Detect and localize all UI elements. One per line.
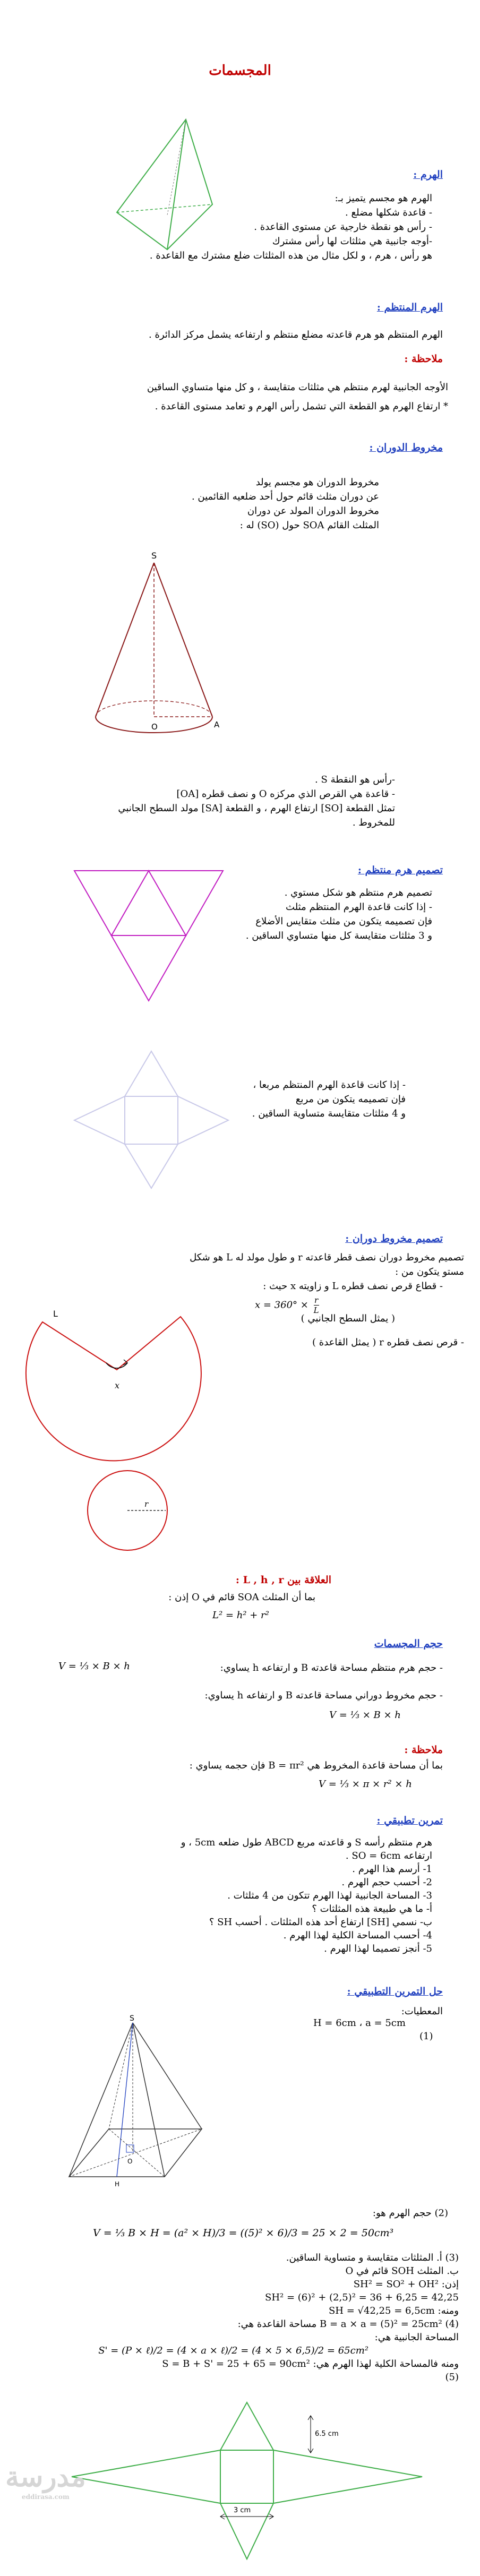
cone-net-figure <box>21 1285 234 1556</box>
regular-pyramid-note <box>23 378 448 416</box>
design-square-text <box>183 1078 406 1121</box>
exercise-line: هرم منتظم رأسه S و قاعدته مربع ABCD طول ضلعه 5cm ، و <box>181 1837 432 1848</box>
design-cone-line: مستو يتكون من : <box>395 1266 464 1277</box>
relation-text <box>92 1590 315 1604</box>
cone-center-label: O <box>151 722 158 732</box>
watermark-logo <box>5 2461 86 2501</box>
exercise-line: 2- أحسب حجم الهرم . <box>341 1877 432 1888</box>
regular-pyramid-text <box>29 328 443 342</box>
watermark-subtext: eddirasa.com <box>21 2493 70 2501</box>
step-line: S' = (P × ℓ)/2 = (4 × a × ℓ)/2 = (4 × 5 × 6,5)/2 = 65cm² <box>98 2345 368 2356</box>
design-cone-line: - قطاع قرص نصف قطره L و زاويته x حيث : <box>263 1281 443 1292</box>
given-label: المعطيات: <box>401 2006 443 2017</box>
pyramid-center-label: O <box>127 2158 133 2165</box>
exercise-text <box>156 1836 432 1955</box>
design-pyramid-heading: تصميم هرم منتظم : <box>357 864 443 876</box>
solution-heading: حل التمرين التطبيقي : <box>347 1986 443 1997</box>
design-line: تصميم هرم منتظم هو شكل مستوي . <box>284 887 432 898</box>
cone-line: مخروط الدوران المولد عن دوران <box>247 505 379 517</box>
cone-line: المثلث القائم SOA حول (SO) له : <box>239 520 379 531</box>
design-cone-line: ( يمثل السطح الجانبي ) <box>301 1313 395 1324</box>
note-line: * ارتفاع الهرم هو القطعة التي تشمل رأس الهرم و تعامد مستوى القاعدة . <box>155 401 448 412</box>
note-line: الأوجه الجانبية لهرم منتظم هي مثلثات متقايسة ، و كل منها متساوي الساقين <box>147 382 448 393</box>
cone-line: عن دوران مثلث قائم حول أحد ضلعيه القائمين . <box>191 491 379 502</box>
design-line: - إذا كانت قاعدة الهرم المنتظم مثلث <box>286 901 432 913</box>
cone-figure <box>77 552 236 749</box>
exercise-line: 3- المساحة الجانبية لهذا الهرم تتكون من 4 مثلثات . <box>227 1890 432 1901</box>
relation-heading: العلاقة بين L , h , r : <box>235 1574 331 1586</box>
formula-den: L <box>313 1306 319 1315</box>
step-line: إذن: SH² = SO² + OH² <box>353 2279 459 2290</box>
cone-apex-label: S <box>151 551 157 561</box>
cone-prop: -رأس هو النقطة S . <box>315 774 395 785</box>
volume-calc: V = ⅓ B × H = (a² × H)/3 = ((5)² × 6)/3 = 25 × 2 = 50cm³ <box>93 2227 394 2239</box>
label-x: x <box>115 1380 120 1390</box>
square-pyramid-net-figure <box>69 2400 430 2570</box>
step-line: ب. المثلث SOH قائم في O <box>345 2265 459 2277</box>
volume-cone-pi-formula: V = ⅓ × π × r² × h <box>319 1779 412 1790</box>
step-line: SH² = (6)² + (2,5)² = 36 + 6,25 = 42,25 <box>265 2292 459 2303</box>
item2-line: (2) حجم الهرم هو: <box>372 2208 448 2219</box>
formula-lhs: x = 360° × <box>255 1299 308 1311</box>
label-L: L <box>53 1309 58 1319</box>
solution-item-2 <box>236 2206 448 2220</box>
cone-text <box>50 475 379 533</box>
label-r: r <box>144 1499 149 1509</box>
volumes-note <box>135 1758 443 1773</box>
cone-prop: للمخروط . <box>352 817 395 828</box>
volume-cone-line: - حجم مخروط دوراني مساحة قاعدته B و ارتفاعه h يساوي: <box>204 1690 443 1701</box>
formula-num: r <box>314 1295 319 1305</box>
design-square-line: و 4 مثلثات متقايسة متساوية الساقين . <box>252 1108 406 1119</box>
pyramid-line: - رأس هو نقطة خارجية عن مستوى القاعدة . <box>254 221 432 233</box>
exercise-line: ارتفاعه SO = 6cm . <box>345 1850 432 1861</box>
design-line: فإن تصميمه يتكون من مثلث متقايس الأضلاع <box>255 916 432 927</box>
exercise-heading: تمرين تطبيقي : <box>376 1815 443 1826</box>
step-line: ومنه فالمساحة الكلية لهذا الهرم هي: S = B + S' = 25 + 65 = 90cm² <box>162 2358 459 2369</box>
pyramid-apex-label: S <box>130 2014 134 2023</box>
solution-steps <box>87 2251 459 2384</box>
design-cone-text-3 <box>241 1335 464 1350</box>
exercise-line: ب- نسمي [SH] ارتفاع أحد هذه المثلثات . أحسب SH ؟ <box>209 1917 432 1928</box>
pyramid-heading: الهرم : <box>413 169 443 181</box>
step-line: (5) <box>445 2372 459 2383</box>
design-cone-line: تصميم مخروط دوران نصف قطر قاعدته r و طول مولد له L هو شكل <box>190 1252 464 1263</box>
volume-note-line: بما أن مساحة قاعدة المخروط هي B = πr² فإن حجمه يساوي : <box>189 1760 443 1771</box>
pyramid-line: الهرم هو مجسم يتميز بـ: <box>335 193 432 204</box>
solution-item-1: (1) <box>419 2031 433 2042</box>
page-title: المجسمات <box>209 63 271 79</box>
volumes-note-heading: ملاحظة : <box>404 1744 443 1756</box>
pyramid-line: هو رأس ، هرم ، و لكل مثال من هذه المثلثات ضلع مشترك مع القاعدة . <box>149 250 432 261</box>
cone-prop: - قاعدة هي القرص الذي مركزه O و نصف قطره [OA] <box>176 788 395 800</box>
exercise-line: 1- أرسم هذا الهرم . <box>352 1864 432 1875</box>
volume-pyramid-formula: V = ⅓ × B × h <box>58 1661 130 1672</box>
watermark-text: مدرسة <box>5 2461 86 2493</box>
step-line: ومنه: SH = √42,25 = 6,5cm <box>328 2305 459 2316</box>
cone-line: مخروط الدوران هو مجسم يولد <box>255 477 379 488</box>
regular-pyramid-line: الهرم المنتظم هو هرم قاعدته مضلع منتظم و ارتفاعه يشمل مركز الدائرة . <box>149 329 443 340</box>
design-square-line: فإن تصميمه يتكون من مربع <box>295 1094 406 1105</box>
step-line: (3) أ. المثلثات متقايسة و متساوية الساقين. <box>286 2252 459 2263</box>
regular-pyramid-note-heading: ملاحظة : <box>404 353 443 365</box>
solution-given: H = 6cm ، a = 5cm <box>313 2017 406 2029</box>
net-side-label: 3 cm <box>234 2506 251 2514</box>
pyramid-line: -أوجه جانبية هي مثلثات لها رأس مشترك <box>272 236 432 247</box>
design-line: و 3 مثلثات متقايسة كل منها متساوي الساقين . <box>245 930 432 941</box>
cone-prop: تمثل القطعة [SO] ارتفاع الهرم ، و القطعة [SA] مولد السطح الجانبي <box>118 803 395 814</box>
solution-given-label <box>337 2004 443 2019</box>
pyramid-line: - قاعدة شكلها مضلع . <box>345 207 432 218</box>
volumes-line-1 <box>145 1661 443 1675</box>
exercise-line: أ- ما هي طبيعة هذه المثلثات ؟ <box>312 1903 432 1914</box>
design-cone-heading: تصميم مخروط دوران : <box>345 1233 443 1244</box>
exercise-line: 4- أحسب المساحة الكلية لهذا الهرم . <box>283 1930 432 1941</box>
volumes-heading: حجم المجسمات <box>374 1638 443 1650</box>
triangle-net-figure <box>69 865 228 1009</box>
pyramid-foot-label: H <box>115 2180 120 2188</box>
cone-point-label: A <box>214 720 220 729</box>
design-square-line: - إذا كانت قاعدة الهرم المنتظم مربعا ، <box>253 1079 406 1090</box>
relation-line: بما أن المثلث SOA قائم في O إذن : <box>168 1592 315 1603</box>
exercise-line: 5- أنجز تصميما لهذا الهرم . <box>324 1943 432 1954</box>
cone-heading: مخروط الدوران : <box>369 442 443 453</box>
design-cone-line: - قرص نصف قطره r ( يمثل القاعدة ) <box>312 1337 464 1348</box>
square-pyramid-figure <box>58 2014 218 2193</box>
step-line: المساحة الجانبية هي: <box>374 2332 459 2343</box>
pyramid-text <box>29 191 432 263</box>
relation-formula: L² = h² + r² <box>212 1610 269 1621</box>
volume-cone-formula: V = ⅓ × B × h <box>329 1710 401 1721</box>
step-line: B = a × a = (5)² = 25cm² (4) مساحة القاعدة هي: <box>237 2319 459 2330</box>
volumes-line-2 <box>145 1688 443 1703</box>
net-height-label: 6.5 cm <box>315 2430 339 2438</box>
regular-pyramid-heading: الهرم المنتظم : <box>376 302 443 313</box>
cone-properties <box>66 772 395 830</box>
volume-pyramid-line: - حجم هرم منتظم مساحة قاعدته B و ارتفاعه h يساوي: <box>220 1662 443 1673</box>
